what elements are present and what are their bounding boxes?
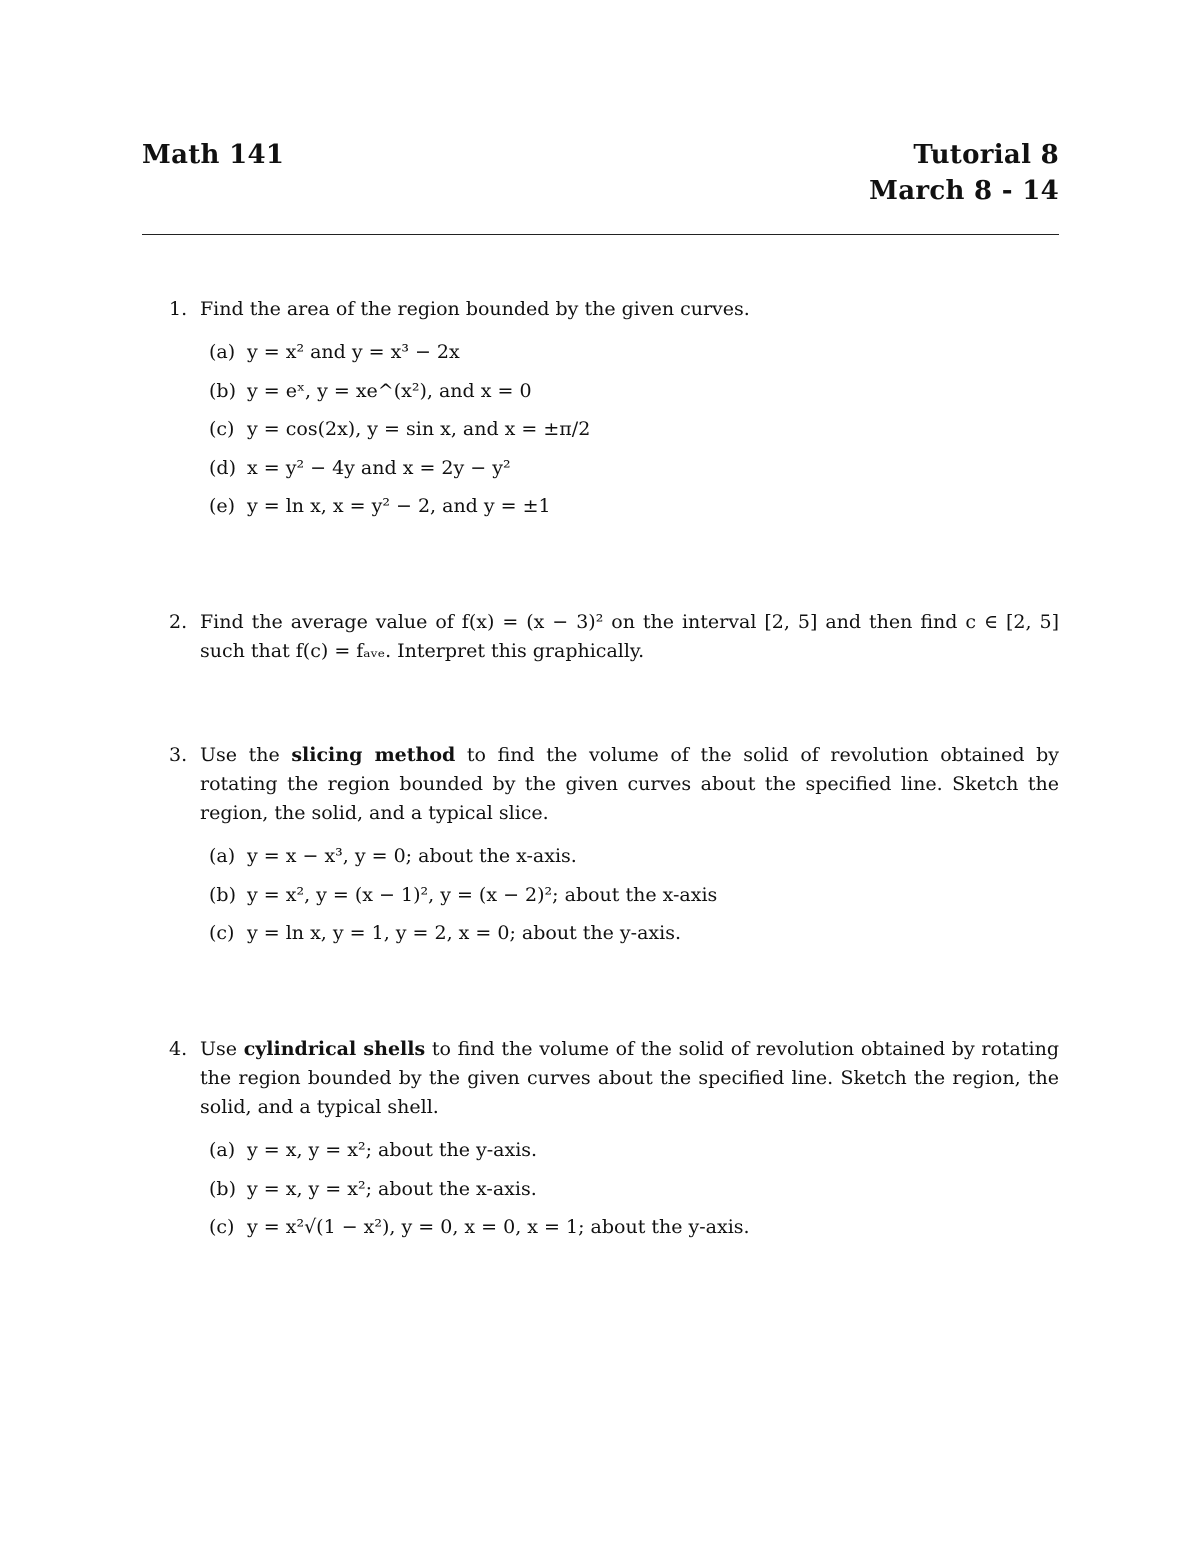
- part-label: (c): [209, 922, 235, 944]
- part-text: y = x, y = x²; about the x-axis.: [247, 1177, 537, 1200]
- question-part: [209, 454, 1059, 493]
- question-part: [209, 842, 1059, 881]
- question-text: Use cylindrical shells to find the volume of the solid of revolution obtained by rotating the region bounded by the given curves about the specified line. Sketch the region, the solid, and a typical shell.: [200, 1038, 1059, 1118]
- question-1: [169, 295, 1059, 531]
- part-label: (a): [209, 845, 236, 867]
- question-part: [209, 415, 1059, 454]
- question-2: [169, 608, 1059, 666]
- part-label: (d): [209, 456, 236, 479]
- part-text: y = x², y = (x − 1)², y = (x − 2)²; about the x-axis: [247, 883, 718, 906]
- part-text: y = x² and y = x³ − 2x: [247, 341, 460, 363]
- question-parts: [209, 338, 1059, 531]
- emphasis-term: cylindrical shells: [243, 1038, 426, 1060]
- part-text: y = x²√(1 − x²), y = 0, x = 0, x = 1; about the y-axis.: [247, 1216, 750, 1238]
- part-text: y = eˣ, y = xe^(x²), and x = 0: [247, 379, 532, 402]
- tutorial-number: Tutorial 8: [913, 140, 1059, 170]
- part-text: y = ln x, x = y² − 2, and y = ±1: [247, 495, 551, 517]
- question-number: 3.: [169, 744, 188, 766]
- part-label: (e): [209, 495, 236, 517]
- part-text: y = x, y = x²; about the y-axis.: [247, 1139, 538, 1161]
- part-text: y = cos(2x), y = sin x, and x = ±π/2: [247, 418, 591, 440]
- question-part: [209, 1136, 1059, 1175]
- header-divider: [142, 234, 1059, 235]
- question-part: [209, 338, 1059, 377]
- question-3: [169, 741, 1059, 958]
- question-text: Use the slicing method to find the volume of the solid of revolution obtained by rotating the region bounded by the given curves about the specified line. Sketch the region, the solid, and a typical slice.: [200, 744, 1060, 824]
- part-label: (c): [209, 418, 235, 440]
- question-part: [209, 1175, 1059, 1214]
- question-part: [209, 492, 1059, 531]
- part-text: y = ln x, y = 1, y = 2, x = 0; about the y-axis.: [247, 922, 681, 944]
- question-number: 2.: [169, 611, 188, 633]
- part-label: (c): [209, 1216, 235, 1238]
- question-text: Find the average value of f(x) = (x − 3)² on the interval [2, 5] and then find c ∈ [2, 5] such that f(c) = fₐᵥₑ. Interpret this graphically.: [200, 611, 1059, 662]
- part-text: y = x − x³, y = 0; about the x-axis.: [247, 845, 577, 867]
- part-label: (b): [209, 379, 236, 402]
- part-label: (a): [209, 1139, 236, 1161]
- question-number: 4.: [169, 1038, 188, 1060]
- question-4: [169, 1035, 1059, 1252]
- part-label: (b): [209, 883, 236, 906]
- part-label: (a): [209, 341, 236, 363]
- question-part: [209, 1213, 1059, 1252]
- part-text: x = y² − 4y and x = 2y − y²: [247, 456, 511, 479]
- question-number: 1.: [169, 298, 188, 320]
- question-part: [209, 377, 1059, 416]
- question-parts: [209, 1136, 1059, 1252]
- part-label: (b): [209, 1177, 236, 1200]
- question-part: [209, 881, 1059, 920]
- question-part: [209, 919, 1059, 958]
- question-text: Find the area of the region bounded by the given curves.: [200, 298, 750, 320]
- emphasis-term: slicing method: [291, 744, 456, 766]
- tutorial-dates: March 8 - 14: [869, 176, 1059, 206]
- course-title: Math 141: [142, 140, 285, 170]
- question-parts: [209, 842, 1059, 958]
